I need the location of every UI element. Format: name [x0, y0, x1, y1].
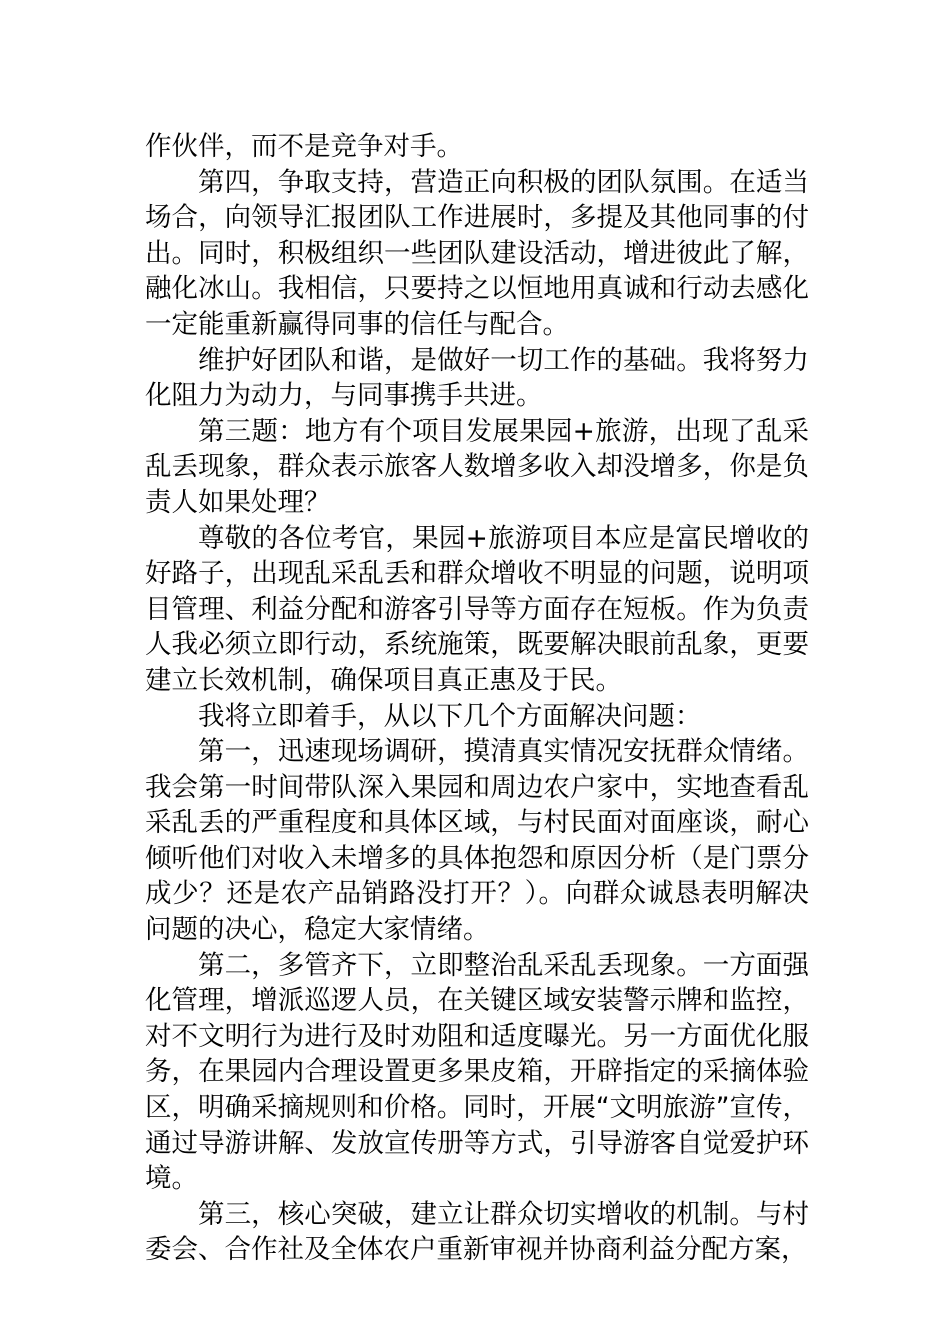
paragraph-first-point: 第一，迅速现场调研，摸清真实情况安抚群众情绪。我会第一时间带队深入果园和周边农户家中，实地查看乱采乱丢的严重程度和具体区域，与村民面对面座谈，耐心倾听他们对收入未增多的具体抱怨和原因分析（是门票分成少？还是农产品销路没打开？）。向群众诚恳表明解决问题的决心，稳定大家情绪。 [145, 736, 809, 946]
paragraph-approach: 我将立即着手，从以下几个方面解决问题： [198, 700, 702, 732]
paragraph-third-point: 第三，核心突破，建立让群众切实增收的机制。与村委会、合作社及全体农户重新审视并协商利益分配方案， [145, 1198, 809, 1266]
paragraph-answer-intro: 尊敬的各位考官，果园+旅游项目本应是富民增收的好路子，出现乱采乱丢和群众增收不明显的问题，说明项目管理、利益分配和游客引导等方面存在短板。作为负责人我必须立即行动，系统施策，既要解决眼前乱象，更要建立长效机制，确保项目真正惠及于民。 [145, 522, 809, 696]
paragraph-second-point: 第二，多管齐下，立即整治乱采乱丢现象。一方面强化管理，增派巡逻人员，在关键区域安装警示牌和监控，对不文明行为进行及时劝阻和适度曝光。另一方面优化服务，在果园内合理设置更多果皮箱，开辟指定的采摘体验区，明确采摘规则和价格。同时，开展“文明旅游”宣传，通过导游讲解、发放宣传册等方式，引导游客自觉爱护环境。 [145, 949, 809, 1195]
paragraph-continuation: 作伙伴，而不是竞争对手。 [145, 131, 463, 162]
question-three-heading: 第三题：地方有个项目发展果园+旅游，出现了乱采乱丢现象，群众表示旅客人数增多收入却没增多，你是负责人如果处理？ [145, 415, 809, 518]
paragraph-team-harmony: 维护好团队和谐，是做好一切工作的基础。我将努力化阻力为动力，与同事携手共进。 [145, 344, 809, 412]
document-body [145, 129, 809, 1268]
paragraph-fourth-point: 第四，争取支持，营造正向积极的团队氛围。在适当场合，向领导汇报团队工作进展时，多提及其他同事的付出。同时，积极组织一些团队建设活动，增进彼此了解，融化冰山。我相信，只要持之以恒地用真诚和行动去感化一定能重新赢得同事的信任与配合。 [145, 166, 809, 340]
